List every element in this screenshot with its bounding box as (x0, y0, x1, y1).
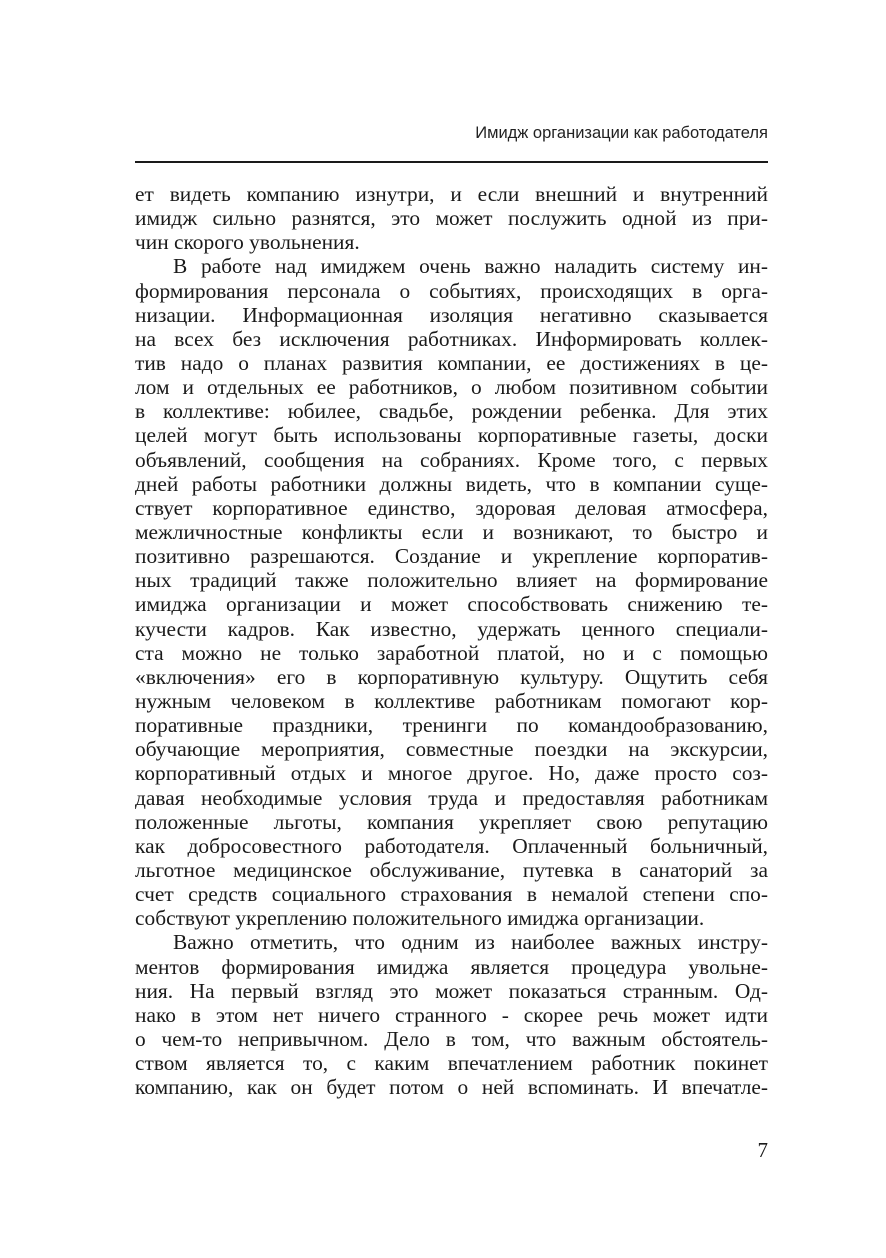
paragraph (135, 930, 768, 1099)
text-line: имидж сильно разнятся, это может послужить одной из при- (135, 206, 768, 231)
text-line: о чем-то непривычном. Дело в том, что важным обстоятель- (135, 1026, 768, 1051)
text-line: дней работы работники должны видеть, что в компании суще- (135, 471, 768, 496)
text-line: корпоративный отдых и многое другое. Но, даже просто соз- (135, 761, 768, 786)
text-line: лом и отдельных ее работников, о любом позитивном событии (135, 375, 768, 400)
text-line: межличностные конфликты если и возникают, то быстро и (135, 519, 768, 544)
text-line: В работе над имиджем очень важно наладить систему ин- (173, 254, 768, 279)
text-line: ста можно не только заработной платой, но и с помощью (135, 640, 768, 665)
text-line: ством является то, с каким впечатлением работник покинет (135, 1051, 768, 1076)
text-line: «включения» его в корпоративную культуру. Ощутить себя (135, 664, 768, 689)
header-rule (135, 161, 768, 163)
text-line: ет видеть компанию изнутри, и если внешний и внутренний (135, 182, 768, 206)
text-line: собствуют укреплению положительного имиджа организации. (135, 906, 705, 931)
text-line: ных традиций также положительно влияет на формирование (135, 568, 768, 593)
text-line: кучести кадров. Как известно, удержать ценного специали- (135, 616, 768, 641)
text-line: объявлений, сообщения на собраниях. Кроме того, с первых (135, 447, 768, 472)
text-line: счет средств социального страхования в немалой степени спо- (135, 882, 768, 907)
text-line: ментов формирования имиджа является процедура увольне- (135, 954, 768, 979)
paragraph (135, 182, 768, 254)
text-line: льготное медицинское обслуживание, путевка в санаторий за (135, 857, 768, 882)
text-line: позитивно разрешаются. Создание и укрепление корпоратив- (135, 544, 768, 569)
text-line: компанию, как он будет потом о ней вспоминать. И впечатле- (135, 1075, 768, 1100)
text-line: тив надо о планах развития компании, ее достижениях в це- (135, 350, 768, 375)
page-number: 7 (757, 1138, 768, 1162)
text-line: как добросовестного работодателя. Оплаченный больничный, (135, 833, 768, 858)
paragraph (135, 254, 768, 930)
text-line: в коллективе: юбилее, свадьбе, рождении ребенка. Для этих (135, 399, 768, 424)
text-line: низации. Информационная изоляция негативно сказывается (135, 302, 768, 327)
text-line: чин скорого увольнения. (135, 230, 360, 255)
running-head: Имидж организации как работодателя (475, 124, 768, 142)
text-line: ствует корпоративное единство, здоровая деловая атмосфера, (135, 495, 768, 520)
text-line: давая необходимые условия труда и предоставляя работникам (135, 785, 768, 810)
text-line: Важно отметить, что одним из наиболее важных инстру- (173, 930, 768, 955)
text-line: ния. На первый взгляд это может показаться странным. Од- (135, 978, 768, 1003)
text-line: нужным человеком в коллективе работникам помогают кор- (135, 688, 768, 713)
text-line: целей могут быть использованы корпоративные газеты, доски (135, 423, 768, 448)
text-line: на всех без исключения работниках. Информировать коллек- (135, 326, 768, 351)
text-line: нако в этом нет ничего странного - скорее речь может идти (135, 1002, 768, 1027)
text-line: положенные льготы, компания укрепляет свою репутацию (135, 809, 768, 834)
body-text (135, 182, 768, 1099)
text-line: формирования персонала о событиях, происходящих в орга- (135, 278, 768, 303)
text-line: поративные праздники, тренинги по командообразованию, (135, 713, 768, 738)
text-line: обучающие мероприятия, совместные поездки на экскурсии, (135, 737, 768, 762)
text-line: имиджа организации и может способствовать снижению те- (135, 592, 768, 617)
